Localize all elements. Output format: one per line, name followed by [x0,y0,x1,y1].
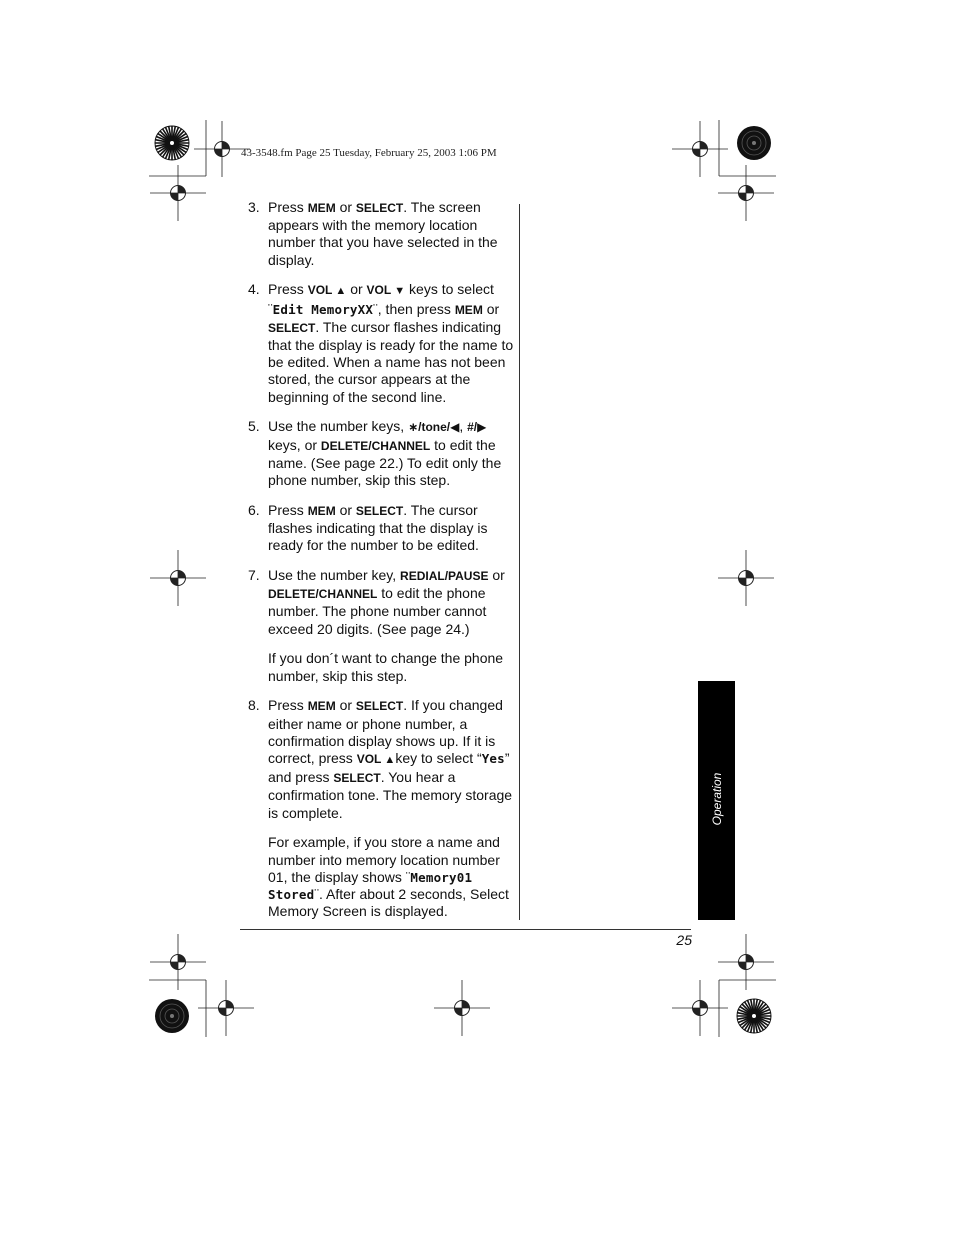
step-7-note: If you don´t want to change the phone number, skip this step. [268,650,504,684]
text: Press [268,199,308,215]
step-text [268,697,514,821]
step-text [268,502,514,555]
step-text [268,418,514,489]
text: , [459,418,468,435]
text: Press [268,697,308,714]
text: or [488,567,505,584]
key-label: VOL [307,283,333,298]
text: to edit the phone number. The phone number cannot exceed 20 digits. (See page 24.) [268,585,487,637]
text: Use the number keys, [268,418,409,435]
text: Use the number key, [268,567,401,584]
key-label: MEM [454,302,483,317]
step-number: 4. [248,281,260,298]
instruction-list [248,199,514,933]
step-number: 5. [248,418,260,435]
text: or [335,199,356,215]
lcd-text: Edit MemoryXX [272,301,374,317]
text: ” and press [268,750,510,786]
key-label: SELECT [268,320,316,335]
lcd-text: Yes [481,751,505,767]
text: keys, or [268,436,321,453]
up-arrow-icon: ▲ [381,754,396,767]
section-tab-label: Operation [709,772,724,826]
step-text [268,281,514,405]
text: . The cursor flashes indicating that the display is ready for the number to be edited. [268,501,488,554]
text: or [335,501,356,518]
key-label: DELETE/CHANNEL [268,587,378,602]
key-label: VOL [366,283,392,298]
text: . The cursor flashes indicating that the display is ready for the name to be edited. When a name has not been stored, the cursor appears at the beginning of the second line. [268,318,514,405]
text: or [482,300,500,317]
up-arrow-icon: ▲ [332,285,347,298]
text: . You hear a confirmation tone. The memory storage is complete. [268,769,513,821]
step-8-example [268,834,514,920]
key-label: ∗/tone/◀ [408,420,460,435]
key-label: REDIAL/PAUSE [400,569,489,584]
text: keys to select ¨ [268,281,494,317]
page-number: 25 [676,932,692,948]
step-7 [248,567,514,638]
step-3 [248,199,514,269]
text: or [335,697,356,714]
step-text [268,567,514,638]
footer-rule [240,929,691,930]
text: . If you changed either name or phone number, a confirmation display shows up. If it is correct, press [268,697,503,767]
key-label: SELECT [355,503,404,518]
text: key to select “ [395,750,482,767]
key-label: SELECT [355,201,404,215]
file-info-header: 43-3548.fm Page 25 Tuesday, February 25, 2003 1:06 PM [241,147,497,159]
step-6 [248,502,514,555]
text: or [346,281,367,298]
text: . The screen appears with the memory location number that you have selected in the display. [268,199,498,268]
column-divider [519,204,520,920]
text: ¨, then press [373,300,455,317]
key-label: MEM [307,201,336,215]
text: For example, if you store a name and number into memory location number 01, the display shows ¨ [268,834,500,885]
step-5 [248,418,514,489]
step-number: 8. [248,697,260,714]
step-text [268,199,514,269]
step-8 [248,697,514,821]
key-label: DELETE/CHANNEL [320,438,431,453]
text: Press [268,281,308,298]
down-arrow-icon: ▼ [391,285,406,298]
step-number: 6. [248,501,260,518]
step-number: 7. [248,567,260,584]
text: to edit the name. (See page 22.) To edit only the phone number, skip this step. [268,436,502,489]
step-number: 3. [248,199,260,215]
text: Press [268,501,308,518]
lcd-text: Memory01 Stored [268,869,473,903]
step-4 [248,281,514,405]
key-label: SELECT [355,699,404,714]
key-label: #/▶ [467,420,487,435]
key-label: SELECT [333,771,381,786]
key-label: MEM [307,503,336,518]
section-tab [698,681,735,920]
key-label: MEM [307,699,336,714]
key-label: VOL [356,752,382,767]
text: ¨. After about 2 seconds, Select Memory Screen is displayed. [268,886,509,920]
